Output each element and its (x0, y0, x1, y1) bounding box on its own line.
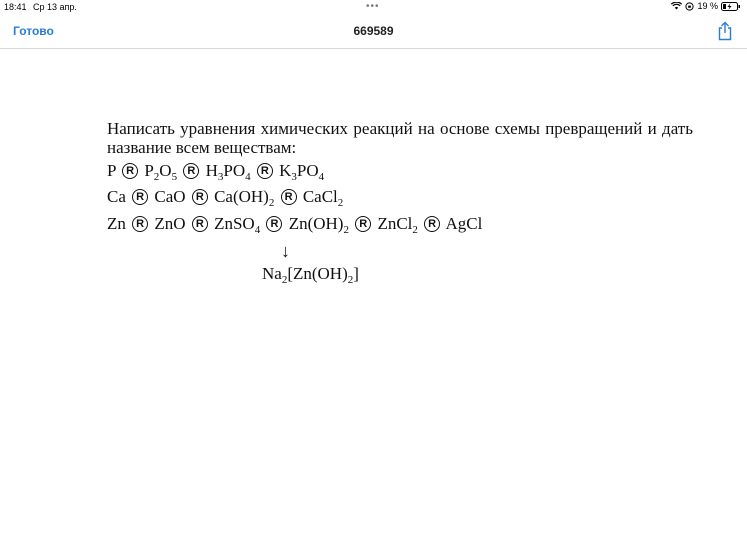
battery-percent: 19 % (697, 1, 718, 11)
multitasking-dots-icon[interactable]: ••• (366, 1, 380, 12)
done-button[interactable]: Готово (13, 24, 54, 38)
reaction-arrow-symbol: R (257, 163, 273, 179)
branch-product: $Na_2[Zn(OH)_2]$ (262, 264, 359, 286)
document-title: 669589 (353, 24, 394, 38)
task-text: Написать уравнения химических реакций на основе схемы превращений и дать название всем веществам: (107, 119, 693, 157)
reaction-arrow-symbol: R (355, 216, 371, 232)
reaction-arrow-symbol: R (183, 163, 199, 179)
status-bar (0, 0, 747, 14)
reaction-arrow-symbol: R (132, 216, 148, 232)
battery-charging-icon (721, 2, 741, 11)
branch-down-arrow: ↓ (281, 241, 290, 261)
navigation-bar (0, 14, 747, 49)
chain-zinc: Zn R ZnO R ZnSO$_4$ R $Zn(OH)_2$ R ZnCl$_2$ R AgCl (107, 214, 483, 236)
status-right (671, 1, 741, 11)
reaction-arrow-symbol: R (122, 163, 138, 179)
document-content (107, 119, 693, 286)
reaction-arrow-symbol: R (132, 189, 148, 205)
status-date: Ср 13 апр. (33, 2, 77, 12)
reaction-arrow-symbol: R (266, 216, 282, 232)
reaction-arrow-symbol: R (192, 189, 208, 205)
share-icon[interactable] (716, 21, 734, 41)
wifi-icon (671, 2, 682, 10)
reaction-arrow-symbol: R (424, 216, 440, 232)
status-time: 18:41 (4, 2, 27, 12)
reaction-arrow-symbol: R (281, 189, 297, 205)
chain-phosphorus: P R $P_2O_5$ R $H_3PO_4$ R $K_3PO_4$ (107, 161, 325, 183)
reaction-arrow-symbol: R (192, 216, 208, 232)
chain-calcium: Ca R CaO R $Ca(OH)_2$ R CaCl$_2$ (107, 187, 344, 209)
orientation-lock-icon (685, 2, 694, 11)
